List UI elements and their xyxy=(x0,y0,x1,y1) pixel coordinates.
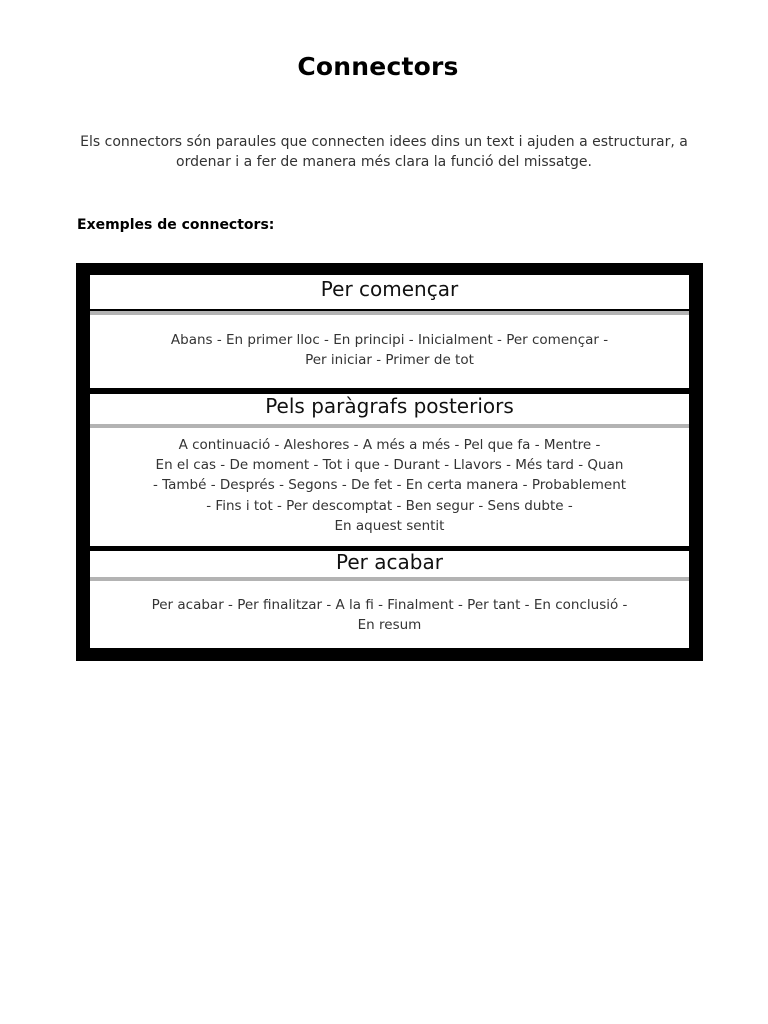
section-body xyxy=(90,330,689,370)
section-body-cell xyxy=(90,577,689,648)
section-body-cell xyxy=(90,311,689,388)
section-title-cell xyxy=(90,394,689,424)
section-title: Per començar xyxy=(320,277,459,301)
page-title: Connectors xyxy=(297,52,459,81)
intro-line: ordenar i a fer de manera més clara la funció del missatge. xyxy=(176,154,592,170)
section-body xyxy=(90,595,689,635)
section-title: Per acabar xyxy=(336,550,443,574)
connector-line: Per iniciar - Primer de tot xyxy=(305,352,474,369)
divider xyxy=(90,424,689,428)
divider xyxy=(90,311,689,315)
divider xyxy=(90,577,689,581)
section-title-cell xyxy=(90,275,689,309)
section-title: Pels paràgrafs posteriors xyxy=(265,394,514,418)
intro-paragraph xyxy=(76,132,692,172)
section-body xyxy=(90,435,689,536)
connector-line: En el cas - De moment - Tot i que - Durant - Llavors - Més tard - Quan xyxy=(155,457,624,474)
connector-line: Per acabar - Per finalitzar - A la fi - Finalment - Per tant - En conclusió - xyxy=(151,597,628,613)
examples-heading: Exemples de connectors: xyxy=(77,217,275,233)
connector-line: En resum xyxy=(357,617,422,634)
connector-line: - Fins i tot - Per descomptat - Ben segur - Sens dubte - xyxy=(206,497,573,514)
connector-line: - També - Després - Segons - De fet - En certa manera - Probablement xyxy=(152,477,627,494)
connector-line: En aquest sentit xyxy=(334,517,445,534)
section-body-cell xyxy=(90,424,689,546)
section-title-cell xyxy=(90,551,689,577)
connector-line: Abans - En primer lloc - En principi - Inicialment - Per començar - xyxy=(170,332,609,348)
intro-line: Els connectors són paraules que connecten idees dins un text i ajuden a estructurar, a xyxy=(80,134,688,150)
connector-line: A continuació - Aleshores - A més a més - Pel que fa - Mentre - xyxy=(178,437,601,453)
connectors-table xyxy=(76,263,703,661)
